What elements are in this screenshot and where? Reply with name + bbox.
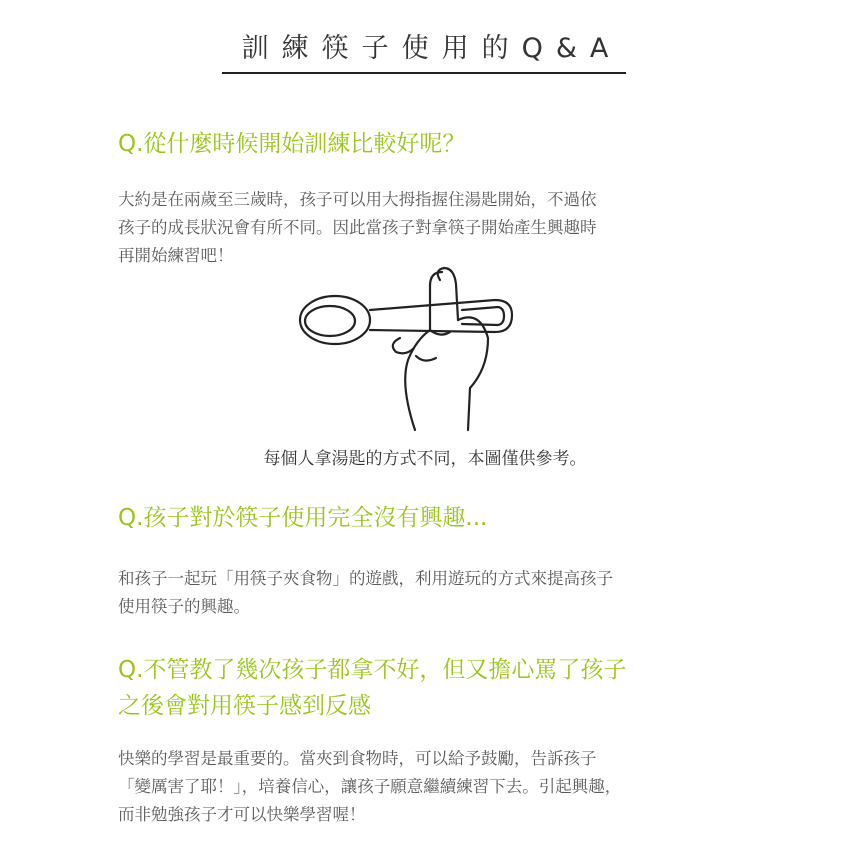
page-title: 訓練筷子使用的Q&A [241,33,622,64]
question-1 [118,126,465,162]
answer-1-line: 孩子的成長狀況會有所不同。因此當孩子對拿筷子開始產生興趣時 [118,218,597,237]
question-2-line: Q.孩子對於筷子使用完全沒有興趣... [118,505,488,531]
illustration-caption: 每個人拿湯匙的方式不同，本圖僅供參考。 [263,449,587,469]
answer-2 [118,565,758,621]
answer-2-line: 和孩子一起玩「用筷子夾食物」的遊戲，利用遊玩的方式來提高孩子 [118,569,613,588]
question-3-line: Q.不管教了幾次孩子都拿不好，但又擔心罵了孩子 [118,657,627,683]
answer-2-line: 使用筷子的興趣。 [118,597,250,616]
answer-1-line: 大約是在兩歲至三歲時，孩子可以用大拇指握住湯匙開始，不過依 [118,190,597,209]
question-3 [118,652,626,724]
hand-holding-spoon-icon [290,260,530,435]
question-3-line: 之後會對用筷子感到反感 [118,693,371,719]
question-2 [118,500,487,536]
answer-1-line: 再開始練習吧！ [118,246,234,265]
answer-3-line: 「變厲害了耶！」，培養信心，讓孩子願意繼續練習下去。引起興趣， [118,777,622,796]
question-1-line: Q.從什麼時候開始訓練比較好呢？ [118,131,466,157]
answer-3 [118,745,758,829]
title-underline [222,72,626,74]
answer-3-line: 而非勉強孩子才可以快樂學習喔！ [118,805,366,824]
answer-3-line: 快樂的學習是最重要的。當夾到食物時，可以給予鼓勵，告訴孩子 [118,749,597,768]
answer-1 [118,186,758,270]
